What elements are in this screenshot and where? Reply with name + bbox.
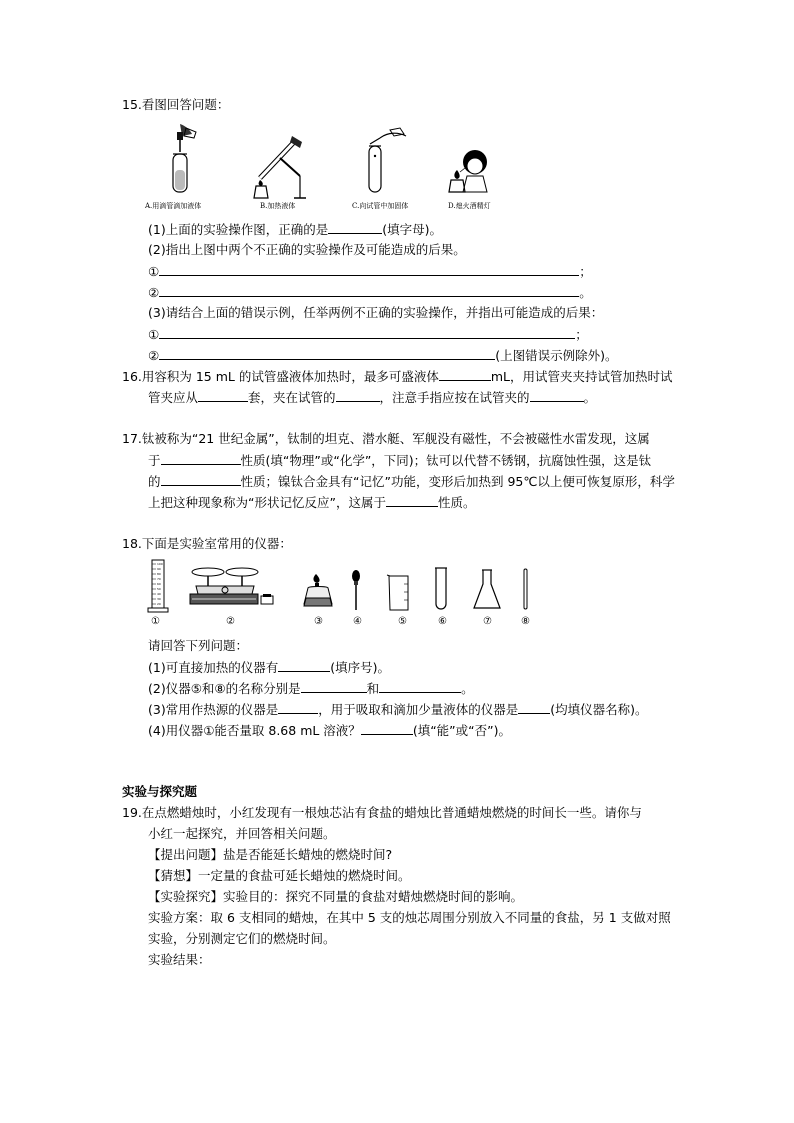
- q15-part1: [148, 221, 442, 238]
- semicolon: ；: [579, 264, 592, 279]
- blow-lamp-figure: [445, 146, 491, 196]
- tick-label: 40: [157, 592, 161, 596]
- q15-part3-tail: (上图错误示例除外)。: [495, 348, 618, 363]
- q17-text-a: 于: [148, 453, 161, 468]
- section-heading: 实验与探究题: [122, 784, 198, 799]
- test-tube-icon: [434, 566, 448, 612]
- q17-line-1: 17.钛被称为“21 世纪金属”，钛制的坦克、潜水艇、军舰没有磁性，不会被磁性水雷发现，这属: [122, 431, 650, 446]
- caption-a: A.用滴管滴加液体: [145, 202, 202, 210]
- caption-b: B.加热液体: [260, 202, 296, 210]
- q18-title: 18.下面是实验室常用的仪器：: [122, 536, 292, 551]
- answer-blank[interactable]: [386, 494, 438, 507]
- tick-label: 60: [157, 582, 161, 586]
- answer-blank[interactable]: [379, 680, 461, 693]
- q18-text-i: (4)用仪器①能否量取 8.68 mL 溶液？: [148, 723, 361, 738]
- answer-blank[interactable]: [161, 452, 241, 465]
- glass-rod-icon: [522, 568, 530, 610]
- tick-label: 70: [157, 577, 161, 581]
- q19-line-5: 【实验探究】实验目的：探究不同量的食盐对蜡烛燃烧时间的影响。: [148, 889, 524, 904]
- instrument-label: ④: [353, 616, 362, 627]
- answer-blank[interactable]: [159, 263, 579, 276]
- instrument-label: ⑥: [438, 616, 447, 627]
- q19-line-8: 实验结果：: [148, 952, 211, 967]
- q16-text-b: mL，用试管夹夹持试管加热时试: [490, 369, 673, 384]
- q17-text-e: 上把这种现象称为“形状记忆反应”，这属于: [148, 495, 386, 510]
- instrument-label: ②: [226, 616, 235, 627]
- answer-blank[interactable]: [439, 368, 491, 381]
- q15-line-2: [148, 284, 592, 301]
- q16-text-a: 16.用容积为 15 mL 的试管盛液体加热时，最多可盛液体: [122, 369, 439, 384]
- answer-blank[interactable]: [278, 659, 330, 672]
- instrument-label: ⑧: [521, 616, 530, 627]
- answer-blank[interactable]: [301, 680, 367, 693]
- q18-intro: 请回答下列问题：: [148, 638, 249, 653]
- q18-text-h: (均填仪器名称)。: [550, 702, 648, 717]
- q19-line-1: 19.在点燃蜡烛时，小红发现有一根烛芯沾有食盐的蜡烛比普通蜡烛燃烧的时间长一些。请你与: [122, 805, 642, 820]
- answer-blank[interactable]: [361, 722, 413, 735]
- answer-blank[interactable]: [278, 701, 318, 714]
- tick-label: 30: [157, 597, 161, 601]
- instrument-label: ⑤: [398, 616, 407, 627]
- circle-one: ①: [148, 327, 160, 342]
- answer-blank[interactable]: [198, 389, 248, 402]
- q18-text-b: (填序号)。: [330, 660, 390, 675]
- q18-part2: [148, 680, 474, 697]
- answer-blank[interactable]: [161, 473, 241, 486]
- caption-c: C.向试管中加固体: [352, 202, 409, 210]
- q18-text-d: 和: [366, 681, 380, 696]
- q16-text-d: 套，夹在试管的: [248, 390, 336, 405]
- balance-scale-icon: [186, 564, 276, 614]
- q15-part1-tail: (填字母)。: [382, 222, 442, 237]
- circle-one: ①: [148, 264, 160, 279]
- q15-part2: (2)指出上图中两个不正确的实验操作及可能造成的后果。: [148, 242, 466, 257]
- caption-d: D.熄火酒精灯: [448, 202, 491, 210]
- q16-line-1: [122, 368, 673, 385]
- q18-text-c: (2)仪器⑤和⑧的名称分别是: [148, 681, 301, 696]
- tick-label: 50: [157, 587, 161, 591]
- answer-blank[interactable]: [159, 284, 579, 297]
- q19-line-7: 实验，分别测定它们的燃烧时间。: [148, 931, 336, 946]
- semicolon: ；: [575, 327, 588, 342]
- instrument-label: ⑦: [483, 616, 492, 627]
- q19-line-2: 小红一起探究，并回答相关问题。: [148, 826, 336, 841]
- q19-line-6: 实验方案：取 6 支相同的蜡烛，在其中 5 支的烛芯周围分别放入不同量的食盐，另 1 支做对照: [148, 910, 671, 925]
- q16-text-c: 管夹应从: [148, 390, 199, 405]
- instrument-label: ①: [151, 616, 160, 627]
- instrument-label: ③: [314, 616, 323, 627]
- q18-part3: [148, 701, 648, 718]
- q17-line-2: [148, 452, 651, 469]
- answer-blank[interactable]: [530, 389, 584, 402]
- q17-text-b: 性质(填“物理”或“化学”，下同)；钛可以代替不锈钢，抗腐蚀性强，这是钛: [240, 453, 652, 468]
- circle-two: ②: [148, 285, 160, 300]
- add-solid-figure: [360, 126, 410, 196]
- q16-text-f: 。: [583, 390, 597, 405]
- q19-line-3: 【提出问题】盐是否能延长蜡烛的燃烧时间?: [148, 847, 393, 862]
- tick-label: 20: [157, 602, 161, 606]
- circle-two: ②: [148, 348, 160, 363]
- answer-blank[interactable]: [336, 389, 380, 402]
- q17-text-c: 的: [148, 474, 161, 489]
- q16-text-e: ，注意手指应按在试管夹的: [379, 390, 530, 405]
- q18-part4: [148, 722, 511, 739]
- dropper-test-tube-figure: [160, 122, 200, 198]
- dropper-icon: [350, 570, 362, 612]
- q15-part1-text: (1)上面的实验操作图，正确的是: [148, 222, 329, 237]
- q19-line-4: 【猜想】一定量的食盐可延长蜡烛的燃烧时间。: [148, 868, 411, 883]
- alcohol-lamp-icon: [302, 572, 336, 612]
- beaker-icon: [386, 574, 414, 612]
- answer-blank[interactable]: [518, 701, 550, 714]
- tick-label: 90: [157, 567, 161, 571]
- tick-label: 80: [157, 572, 161, 576]
- q15-line-4: [148, 347, 617, 364]
- q18-text-e: 。: [461, 681, 474, 696]
- q17-text-d: 性质；镍钛合金具有“记忆”功能，变形后加热到 95℃以上便可恢复原形，科学: [240, 474, 675, 489]
- measuring-cylinder-icon: [146, 558, 170, 614]
- q15-part3: (3)请结合上面的错误示例，任举两例不正确的实验操作，并指出可能造成的后果：: [148, 305, 604, 320]
- q18-text-g: ，用于吸取和滴加少量液体的仪器是: [318, 702, 519, 717]
- q16-line-2: [148, 389, 596, 406]
- q18-text-j: (填“能”或“否”)。: [412, 723, 511, 738]
- q18-part1: [148, 659, 390, 676]
- answer-blank[interactable]: [328, 221, 382, 234]
- heating-liquid-figure: [250, 128, 310, 200]
- conical-flask-icon: [472, 568, 502, 612]
- tick-label: 100: [157, 562, 163, 566]
- q15-line-3: [148, 326, 588, 343]
- q17-line-4: [148, 494, 475, 511]
- q17-line-3: [148, 473, 675, 490]
- q18-text-f: (3)常用作热源的仪器是: [148, 702, 279, 717]
- q15-title: 15.看图回答问题：: [122, 97, 230, 112]
- q18-text-a: (1)可直接加热的仪器有: [148, 660, 279, 675]
- q17-text-f: 性质。: [437, 495, 476, 510]
- period: 。: [579, 285, 592, 300]
- answer-blank[interactable]: [159, 347, 495, 360]
- answer-blank[interactable]: [159, 326, 575, 339]
- q15-line-1: [148, 263, 592, 280]
